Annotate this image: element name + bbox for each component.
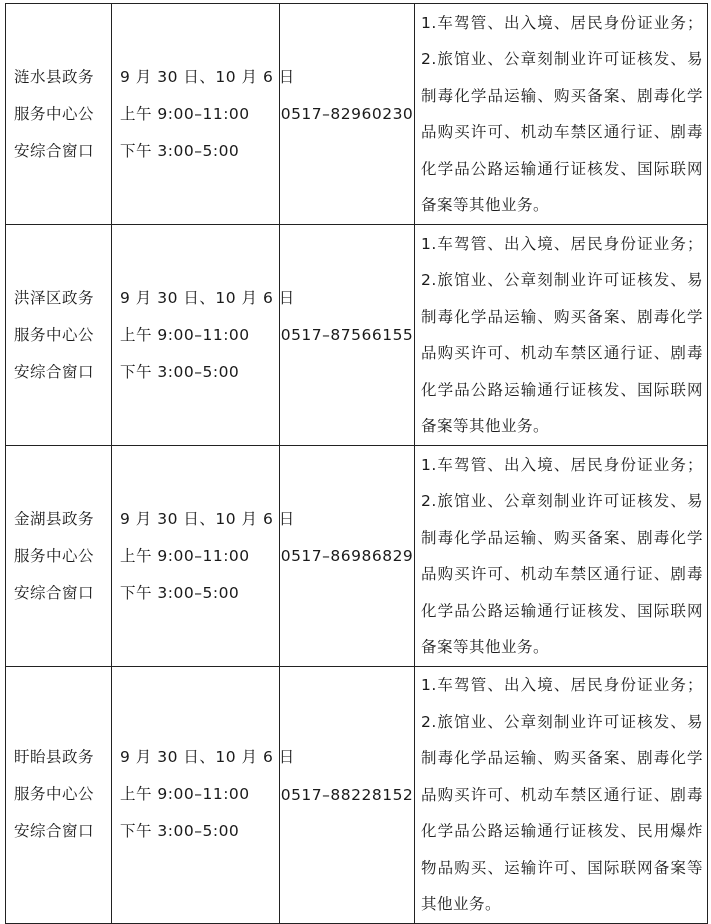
table-row (6, 667, 708, 924)
service-scope-cell: 1.车驾管、出入境、居民身份证业务；2.旅馆业、公章刻制业许可证核发、易制毒化学品运输、购买备案、剧毒化学品购买许可、机动车禁区通行证、剧毒化学品公路运输通行证核发、民用爆炸物品购买、运输许可、国际联网备案等其他业务。 (415, 667, 708, 924)
table-row (6, 4, 708, 225)
window-name-cell: 涟水县政务 服务中心公 安综合窗口 (6, 4, 112, 225)
phone-cell: 0517–87566155 (280, 225, 415, 446)
service-hours-cell: 9 月 30 日、10 月 6 日 上午 9:00–11:00 下午 3:00–5:00 (112, 225, 280, 446)
service-scope-cell: 1.车驾管、出入境、居民身份证业务；2.旅馆业、公章刻制业许可证核发、易制毒化学品运输、购买备案、剧毒化学品购买许可、机动车禁区通行证、剧毒化学品公路运输通行证核发、国际联网备案等其他业务。 (415, 4, 708, 225)
service-hours-cell: 9 月 30 日、10 月 6 日 上午 9:00–11:00 下午 3:00–5:00 (112, 446, 280, 667)
service-window-table (5, 3, 708, 924)
phone-cell: 0517–82960230 (280, 4, 415, 225)
service-scope-cell: 1.车驾管、出入境、居民身份证业务；2.旅馆业、公章刻制业许可证核发、易制毒化学品运输、购买备案、剧毒化学品购买许可、机动车禁区通行证、剧毒化学品公路运输通行证核发、国际联网备案等其他业务。 (415, 225, 708, 446)
window-name-cell: 金湖县政务 服务中心公 安综合窗口 (6, 446, 112, 667)
service-hours-cell: 9 月 30 日、10 月 6 日 上午 9:00–11:00 下午 3:00–5:00 (112, 667, 280, 924)
service-scope-cell: 1.车驾管、出入境、居民身份证业务；2.旅馆业、公章刻制业许可证核发、易制毒化学品运输、购买备案、剧毒化学品购买许可、机动车禁区通行证、剧毒化学品公路运输通行证核发、国际联网备案等其他业务。 (415, 446, 708, 667)
phone-cell: 0517–88228152 (280, 667, 415, 924)
window-name-cell: 洪泽区政务 服务中心公 安综合窗口 (6, 225, 112, 446)
service-hours-cell: 9 月 30 日、10 月 6 日 上午 9:00–11:00 下午 3:00–5:00 (112, 4, 280, 225)
window-name-cell: 盱眙县政务 服务中心公 安综合窗口 (6, 667, 112, 924)
table-row (6, 225, 708, 446)
phone-cell: 0517–86986829 (280, 446, 415, 667)
table-row (6, 446, 708, 667)
